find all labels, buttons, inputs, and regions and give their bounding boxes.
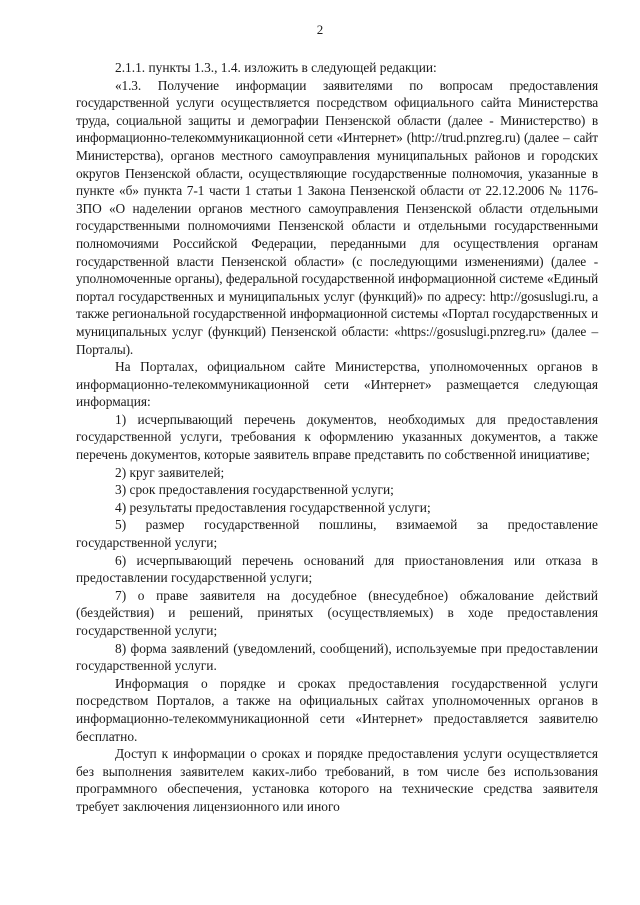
list-item-forms: 8) форма заявлений (уведомлений, сообщений), используемые при предоставлении государственной услуги.	[76, 640, 598, 674]
list-item-term: 3) срок предоставления государственной услуги;	[115, 482, 394, 498]
list-item-fee: 5) размер государственной пошлины, взимаемой за предоставление государственной услуги;	[76, 517, 598, 551]
paragraph-portals-info: На Порталах, официальном сайте Министерства, уполномоченных органов в информационно-телекоммуникационной сети «Интернет» размещается следующая информация:	[76, 359, 598, 410]
paragraph-access: Доступ к информации о сроках и порядке предоставления услуги осуществляется без выполнения заявителем каких-либо требований, в том числе без использования программного обеспечения, установка которого на технические средства заявителя требует заключения лицензионного или иного	[76, 746, 598, 814]
list-item-results: 4) результаты предоставления государственной услуги;	[115, 499, 431, 515]
paragraph-amendment-intro: 2.1.1. пункты 1.3., 1.4. изложить в следующей редакции:	[115, 60, 437, 75]
paragraph-clause-1-3: «1.3. Получение информации заявителями по вопросам предоставления государственной услуги осуществляется посредством официального сайта Министерства труда, социальной защиты и демографии Пензенской области (далее - Министерство) в информационно-телекоммуникационной сети «Интернет» (http://trud.pnzreg.ru) (далее – сайт Министерства), органов местного самоуправления муниципальных районов и городских округов Пензенской области, осуществляющие государственные полномочия, указанные в пункте «б» пункта 7-1 части 1 статьи 1 Закона Пензенской области от 22.12.2006 № 1176-ЗПО «О наделении органов местного самоуправления Пензенской области отдельными государственными полномочиями Пензенской области и отдельными государственными полномочиями Российской Федерации, переданными для осуществления органам государственной власти Пензенской области» (с последующими изменениями) (далее - уполномоченные органы), федеральной государственной информационной системе «Единый портал государственных и муниципальных услуг (функций)» по адресу: http://gosuslugi.ru, а также региональной государственной информационной системы «Портал государственных и муниципальных услуг (функций) Пензенской области: «https://gosuslugi.pnzreg.ru» (далее – Порталы).	[76, 77, 598, 357]
list-item-grounds: 6) исчерпывающий перечень оснований для приостановления или отказа в предоставлении государственной услуги;	[76, 552, 598, 586]
list-item-documents: 1) исчерпывающий перечень документов, необходимых для предоставления государственной услуги, требования к оформлению указанных документов, а также перечень документов, которые заявитель вправе представить по собственной инициативе;	[76, 411, 598, 463]
list-item-appeal: 7) о праве заявителя на досудебное (внесудебное) обжалование действий (бездействия) и решений, принятых (осуществляемых) в ходе предоставления государственной услуги;	[76, 587, 598, 638]
document-body	[76, 59, 598, 816]
list-item-applicants: 2) круг заявителей;	[115, 464, 225, 480]
paragraph-free-info: Информация о порядке и сроках предоставления государственной услуги посредством Порталов, а также на официальных сайтах уполномоченных органов в информационно-телекоммуникационной сети «Интернет» предоставляется заявителю бесплатно.	[76, 675, 598, 744]
page-number: 2	[316, 22, 324, 37]
